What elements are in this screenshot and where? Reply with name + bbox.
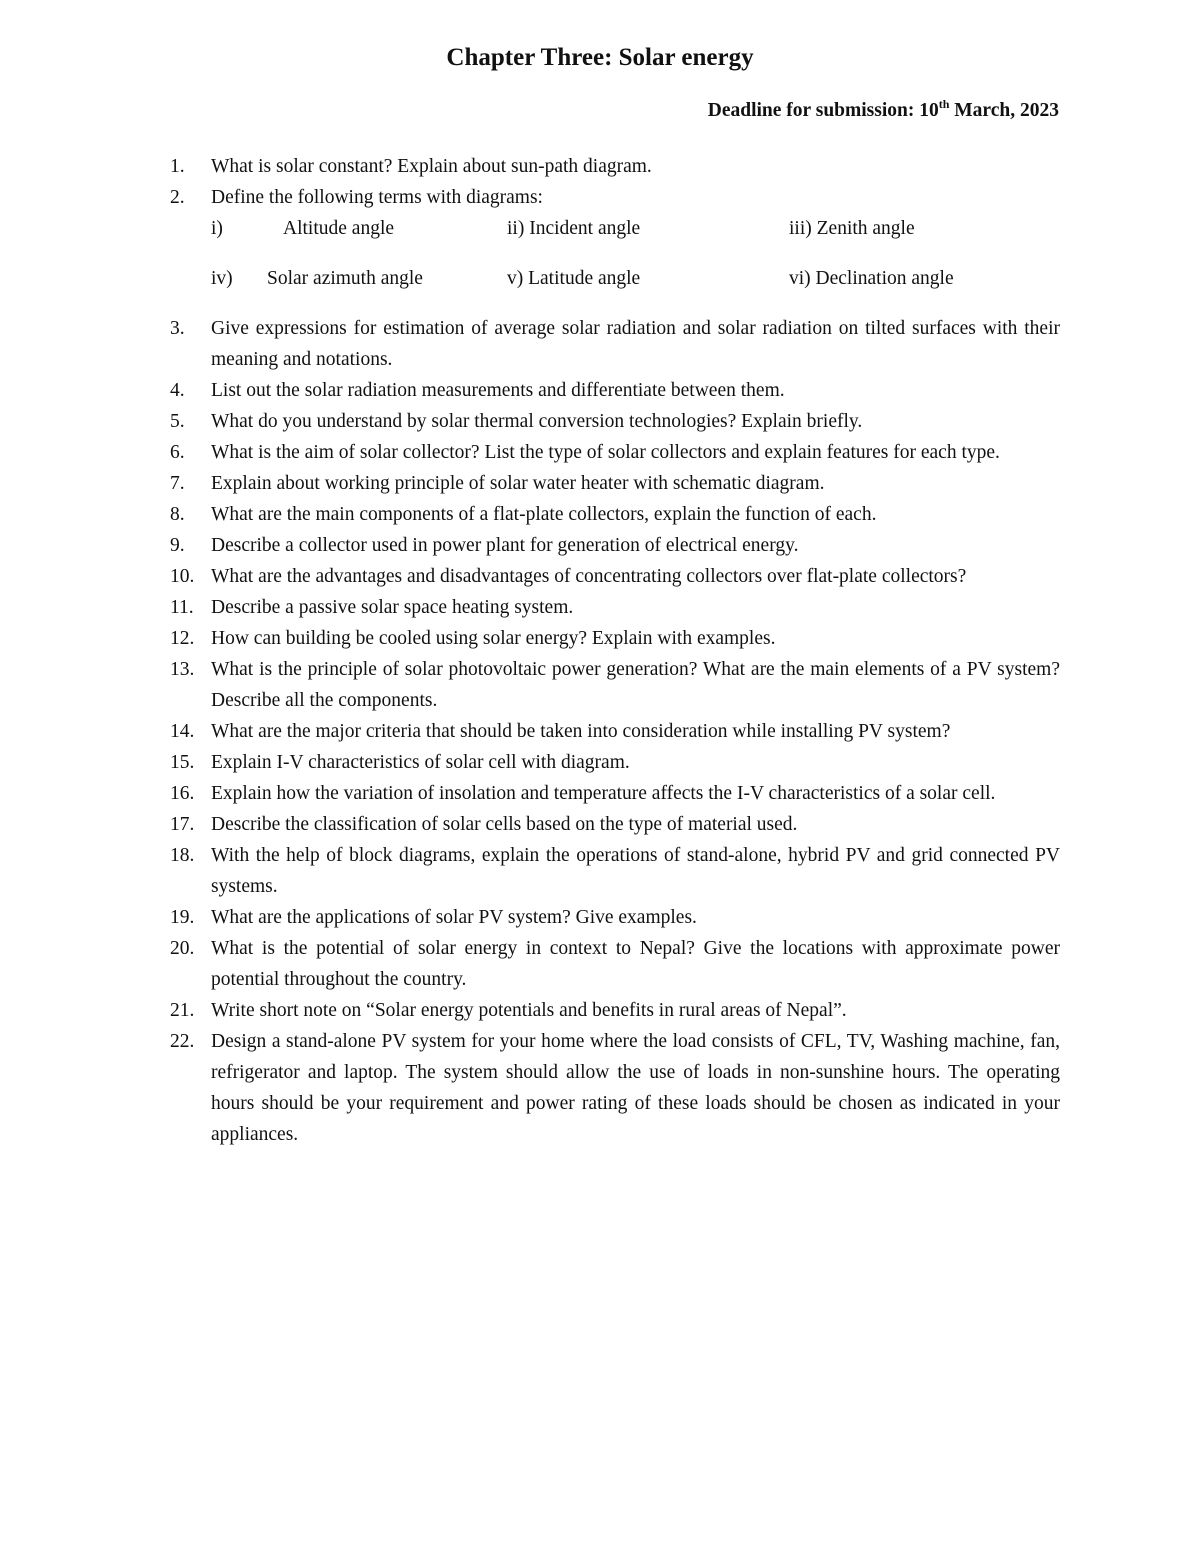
question-number: 19. bbox=[170, 907, 195, 928]
question-text: Explain I-V characteristics of solar cell with diagram. bbox=[211, 752, 630, 773]
question-text: What are the main components of a flat-plate collectors, explain the function of each. bbox=[211, 504, 877, 525]
question-number: 16. bbox=[170, 783, 195, 804]
question-number: 22. bbox=[170, 1031, 195, 1052]
question-item bbox=[170, 716, 1060, 747]
question-item bbox=[170, 313, 1060, 375]
term-item bbox=[507, 263, 640, 294]
question-number: 12. bbox=[170, 628, 195, 649]
question-number: 2. bbox=[170, 187, 185, 208]
question-item bbox=[170, 592, 1060, 623]
question-item bbox=[170, 561, 1060, 592]
question-item bbox=[170, 1026, 1060, 1150]
question-number: 15. bbox=[170, 752, 195, 773]
question-item bbox=[170, 840, 1060, 902]
question-number: 20. bbox=[170, 938, 195, 959]
question-item bbox=[170, 933, 1060, 995]
question-text: Describe a passive solar space heating system. bbox=[211, 597, 574, 618]
question-number: 1. bbox=[170, 156, 185, 177]
question-text: What is the principle of solar photovoltaic power generation? What are the main elements of a PV system? Describe all the components. bbox=[211, 659, 1060, 711]
term-label: ii) Incident angle bbox=[507, 218, 641, 239]
question-number: 11. bbox=[170, 597, 194, 618]
term-label: vi) Declination angle bbox=[789, 268, 954, 289]
question-item bbox=[170, 809, 1060, 840]
question-number: 21. bbox=[170, 1000, 195, 1021]
question-text: Describe the classification of solar cells based on the type of material used. bbox=[211, 814, 798, 835]
term-roman: iv) bbox=[211, 268, 233, 289]
question-number: 9. bbox=[170, 535, 185, 556]
question-item bbox=[170, 778, 1060, 809]
question-text: Give expressions for estimation of average solar radiation and solar radiation on tilted surfaces with their meaning and notations. bbox=[211, 318, 1060, 370]
question-item bbox=[170, 623, 1060, 654]
question-text: List out the solar radiation measurements and differentiate between them. bbox=[211, 380, 785, 401]
term-roman: i) bbox=[211, 218, 223, 239]
question-text: What is solar constant? Explain about sun-path diagram. bbox=[211, 156, 652, 177]
terms-grid bbox=[211, 213, 1060, 313]
question-item bbox=[170, 654, 1060, 716]
term-item bbox=[211, 263, 423, 294]
term-label: Altitude angle bbox=[283, 218, 395, 239]
question-text: Explain about working principle of solar water heater with schematic diagram. bbox=[211, 473, 825, 494]
question-number: 6. bbox=[170, 442, 185, 463]
deadline-superscript: th bbox=[938, 97, 950, 111]
question-number: 7. bbox=[170, 473, 185, 494]
question-text: How can building be cooled using solar energy? Explain with examples. bbox=[211, 628, 776, 649]
question-item bbox=[170, 375, 1060, 406]
question-item bbox=[170, 182, 1060, 213]
question-text: With the help of block diagrams, explain the operations of stand-alone, hybrid PV and grid connected PV systems. bbox=[211, 845, 1060, 897]
term-item bbox=[789, 263, 954, 294]
question-text: What is the potential of solar energy in context to Nepal? Give the locations with approximate power potential throughout the country. bbox=[211, 938, 1060, 990]
term-label: v) Latitude angle bbox=[507, 268, 641, 289]
term-label: Solar azimuth angle bbox=[267, 268, 423, 289]
question-item bbox=[170, 499, 1060, 530]
deadline-label: Deadline for submission: 10 bbox=[707, 100, 939, 121]
term-item bbox=[211, 213, 395, 244]
question-number: 17. bbox=[170, 814, 195, 835]
question-text: What is the aim of solar collector? List the type of solar collectors and explain features for each type. bbox=[211, 442, 1000, 463]
question-item bbox=[170, 747, 1060, 778]
question-number: 18. bbox=[170, 845, 195, 866]
page-title: Chapter Three: Solar energy bbox=[446, 44, 754, 71]
deadline-date: March, 2023 bbox=[949, 100, 1059, 121]
question-text: Define the following terms with diagrams: bbox=[211, 187, 543, 208]
question-text: Describe a collector used in power plant for generation of electrical energy. bbox=[211, 535, 799, 556]
question-item bbox=[170, 151, 1060, 182]
question-text: What are the applications of solar PV system? Give examples. bbox=[211, 907, 697, 928]
question-item bbox=[170, 468, 1060, 499]
term-item bbox=[789, 213, 915, 244]
question-text: What are the advantages and disadvantages of concentrating collectors over flat-plate collectors? bbox=[211, 566, 967, 587]
term-item bbox=[507, 213, 640, 244]
question-text: Explain how the variation of insolation and temperature affects the I-V characteristics of a solar cell. bbox=[211, 783, 996, 804]
question-number: 4. bbox=[170, 380, 185, 401]
question-text: What do you understand by solar thermal conversion technologies? Explain briefly. bbox=[211, 411, 863, 432]
question-number: 5. bbox=[170, 411, 185, 432]
question-item bbox=[170, 406, 1060, 437]
question-number: 3. bbox=[170, 318, 185, 339]
question-item bbox=[170, 995, 1060, 1026]
question-number: 14. bbox=[170, 721, 195, 742]
question-number: 8. bbox=[170, 504, 185, 525]
question-number: 10. bbox=[170, 566, 195, 587]
question-number: 13. bbox=[170, 659, 195, 680]
question-item bbox=[170, 530, 1060, 561]
term-label: iii) Zenith angle bbox=[789, 218, 915, 239]
question-text: Design a stand-alone PV system for your home where the load consists of CFL, TV, Washing machine, fan, refrigerator and laptop. The system should allow the use of loads in non-sunshine hours. The operating hours should be your requirement and power rating of these loads should be chosen as indicated in your appliances. bbox=[211, 1031, 1060, 1145]
question-item bbox=[170, 437, 1060, 468]
question-text: What are the major criteria that should be taken into consideration while installing PV system? bbox=[211, 721, 951, 742]
deadline bbox=[707, 97, 1059, 122]
question-text: Write short note on “Solar energy potentials and benefits in rural areas of Nepal”. bbox=[211, 1000, 847, 1021]
question-list bbox=[170, 151, 1060, 1150]
question-item bbox=[170, 902, 1060, 933]
